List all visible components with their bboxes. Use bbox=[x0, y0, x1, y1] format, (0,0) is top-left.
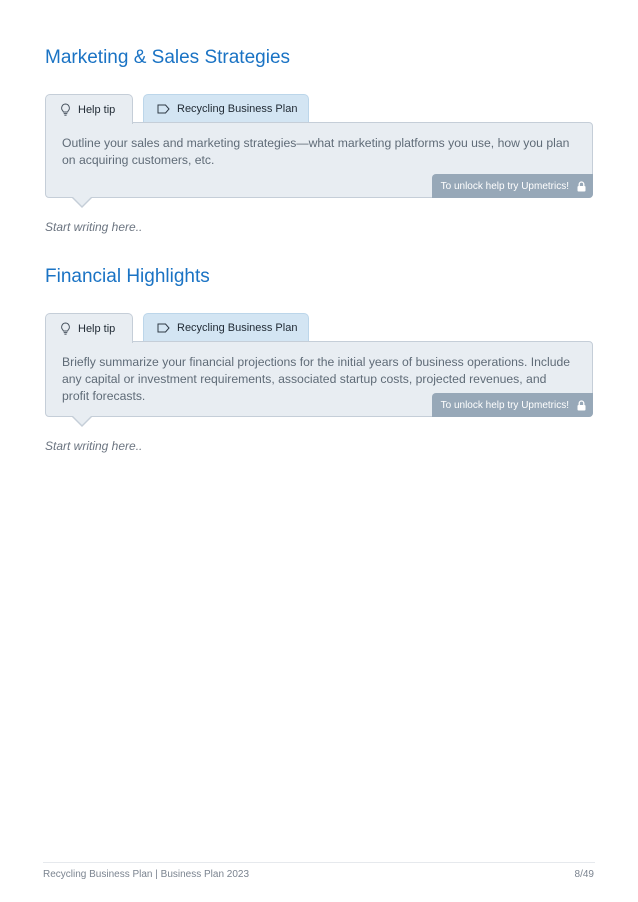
writing-area-placeholder[interactable]: Start writing here.. bbox=[45, 220, 143, 234]
writing-area-placeholder[interactable]: Start writing here.. bbox=[45, 439, 143, 453]
help-tip-card bbox=[45, 122, 593, 198]
help-tip-text: Outline your sales and marketing strategies—what marketing platforms you use, how you plan on acquiring customers, etc. bbox=[62, 136, 570, 167]
lock-icon bbox=[577, 400, 586, 411]
tag-icon bbox=[157, 104, 170, 114]
unlock-label: To unlock help try Upmetrics! bbox=[440, 399, 569, 411]
footer-divider bbox=[43, 862, 595, 863]
tab-help-label: Help tip bbox=[78, 322, 116, 335]
help-tip-card bbox=[45, 341, 593, 417]
footer-document-title: Recycling Business Plan | Business Plan 2023 bbox=[43, 869, 250, 880]
tab-help-tip[interactable] bbox=[45, 94, 133, 124]
tab-recycling-business-plan[interactable] bbox=[143, 313, 309, 342]
section-title: Marketing & Sales Strategies bbox=[45, 47, 291, 68]
lock-icon bbox=[577, 181, 586, 192]
lightbulb-icon bbox=[60, 322, 71, 335]
tip-tabs bbox=[45, 313, 593, 342]
help-tip-text: Briefly summarize your financial projections for the initial years of business operations. Include any capital or investment requirements, associated startup costs, projected revenues, and profit forecasts. bbox=[62, 355, 571, 403]
tab-plan-label: Recycling Business Plan bbox=[177, 322, 298, 334]
unlock-help-button[interactable] bbox=[432, 393, 593, 417]
unlock-help-button[interactable] bbox=[432, 174, 593, 198]
tip-tabs bbox=[45, 94, 593, 123]
lightbulb-icon bbox=[60, 103, 71, 116]
tab-help-tip[interactable] bbox=[45, 313, 133, 343]
unlock-label: To unlock help try Upmetrics! bbox=[440, 180, 569, 192]
tab-plan-label: Recycling Business Plan bbox=[177, 103, 298, 115]
tag-icon bbox=[157, 323, 170, 333]
section-title: Financial Highlights bbox=[45, 266, 210, 287]
tab-help-label: Help tip bbox=[78, 103, 116, 116]
footer-page-number: 8/49 bbox=[574, 869, 594, 880]
tab-recycling-business-plan[interactable] bbox=[143, 94, 309, 123]
